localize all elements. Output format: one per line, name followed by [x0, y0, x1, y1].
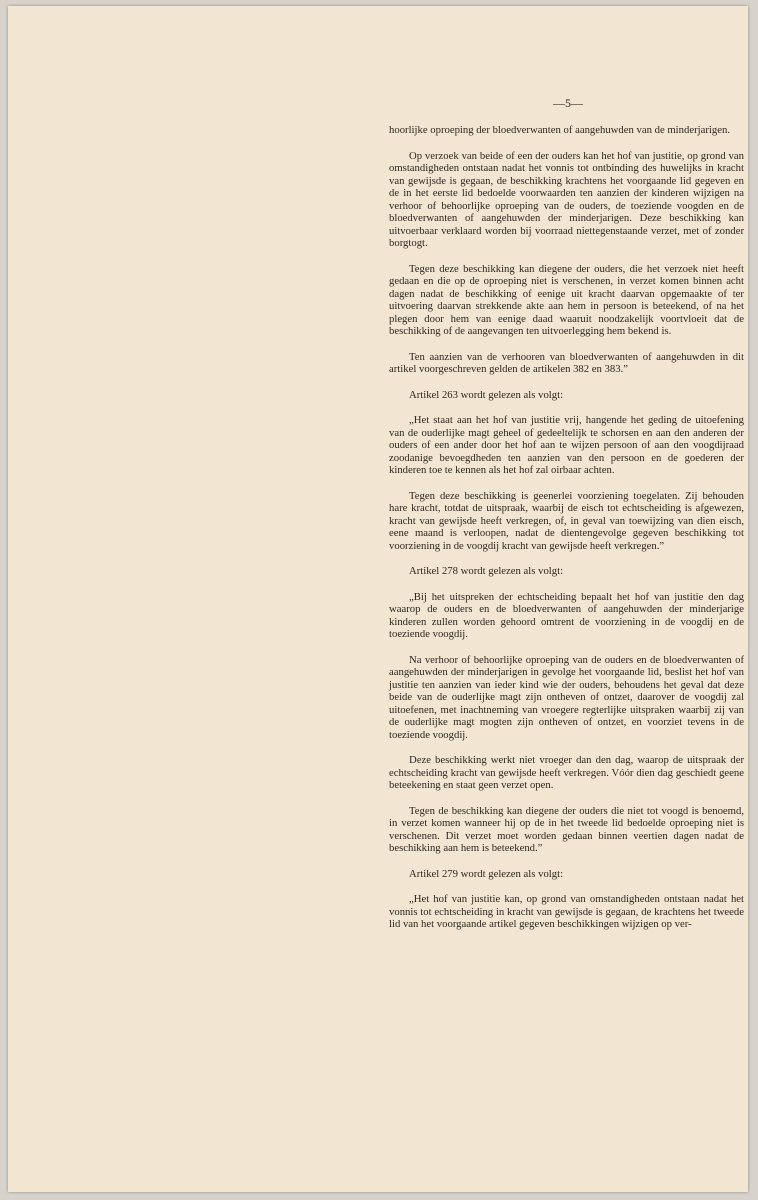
article-heading: Artikel 279 wordt gelezen als volgt:: [409, 867, 564, 880]
article-heading: Artikel 263 wordt gelezen als volgt:: [409, 388, 564, 401]
paragraph: „Bij het uitspreken der echtscheiding bepaalt het hof van justitie den dag waarop de ouders en de bloedverwanten of aangehuwden der minderjarige kinderen zullen worden gehoord omtrent de voorziening in de voogdij en de toeziende voogdij.: [389, 590, 744, 640]
text-column: [389, 124, 744, 944]
paragraph: Tegen deze beschikking kan diegene der ouders, die het verzoek niet heeft gedaan en die op de oproeping niet is verschenen, in verzet komen binnen acht dagen nadat de beschikking of eenige uit kracht daarvan opgemaakte of ter uitvoering daarvan strekkende akte aan hem in persoon is beteekend, of na het plegen door hem van eenige daad waaruit noodzakelijk voortvloeit dat de beschikking of de aangevangen ten uitvoerlegging hem bekend is.: [389, 262, 744, 337]
paragraph: Deze beschikking werkt niet vroeger dan den dag, waarop de uitspraak der echtscheiding kracht van gewijsde heeft verkregen. Vóór dien dag geschiedt geene beteekening en staat geen verzet open.: [389, 754, 744, 791]
paragraph: hoorlijke oproeping der bloedverwanten of aangehuwden van de minderjarigen.: [389, 124, 730, 136]
article-heading: Artikel 278 wordt gelezen als volgt:: [409, 565, 564, 577]
page-number: —5—: [553, 96, 583, 110]
paragraph: Tegen deze beschikking is geenerlei voorziening toegelaten. Zij behouden hare kracht, totdat de uitspraak, waarbij de eisch tot echtscheiding is afgewezen, kracht van gewijsde heeft verkregen, of, in geval van toewijzing van dien eisch, eene maand is verloopen, nadat de dientengevolge gegeven beschikking tot voorziening in de voogdij kracht van gewijsde heeft verkregen.”: [389, 489, 744, 552]
paragraph: Na verhoor of behoorlijke oproeping van de ouders en de bloedverwanten of aangehuwden der minderjarigen in gevolge het voorgaande lid, beslist het hof van justitie ten aanzien van ieder kind wie der ouders, behoudens het geval dat deze beide van de ouderlijke magt zijn ontheven of ontzet, daarover de voogdij zal uitoefenen, met inachtneming van vroegere regterlijke uitspraken waarbij zij van de ouderlijke magt mogten zijn ontheven of ontzet, en voorziet tevens in de toeziende voogdij.: [389, 653, 744, 741]
paragraph: „Het staat aan het hof van justitie vrij, hangende het geding de uitoefening van de ouderlijke magt geheel of gedeeltelijk te schorsen en aan den anderen der ouders of een ander door het hof aan te wijzen persoon of aan den voogdijraad zoodanige bevoegdheden ten aanzien van den persoon en de goederen der kinderen toe te kennen als het hof zal oirbaar achten.: [389, 414, 744, 476]
paragraph: Ten aanzien van de verhooren van bloedverwanten of aangehuwden in dit artikel voorgeschreven gelden de artikelen 382 en 383.”: [389, 350, 744, 375]
paragraph: Tegen de beschikking kan diegene der ouders die niet tot voogd is benoemd, in verzet komen wanneer hij op de in het tweede lid bedoelde oproeping niet is verschenen. Dit verzet moet worden gedaan binnen veertien dagen nadat de beschikking aan hem is beteekend.”: [389, 804, 744, 854]
document-page: [8, 6, 748, 1192]
paragraph: Op verzoek van beide of een der ouders kan het hof van justitie, op grond van omstandigheden ontstaan nadat het vonnis tot ontbinding des huwelijks in kracht van gewijsde is gegaan, de beschikking krachtens het voorgaande lid gegeven en de in het eerste lid bedoelde voorwaarden ten aanzien der kinderen wijzigen na verhoor of behoorlijke oproeping van de ouders, de toeziende voogden en de bloedverwanten of aangehuwden der minderjarigen. Deze beschikking kan uitvoerbaar verklaard worden bij voorraad niettegenstaande verzet, met of zonder borgtogt.: [389, 149, 744, 249]
paragraph: „Het hof van justitie kan, op grond van omstandigheden ontstaan nadat het vonnis tot echtscheiding in kracht van gewijsde is gegaan, de krachtens het tweede lid van het voorgaande artikel gegeven beschikkingen wijzigen op ver-: [389, 893, 744, 930]
